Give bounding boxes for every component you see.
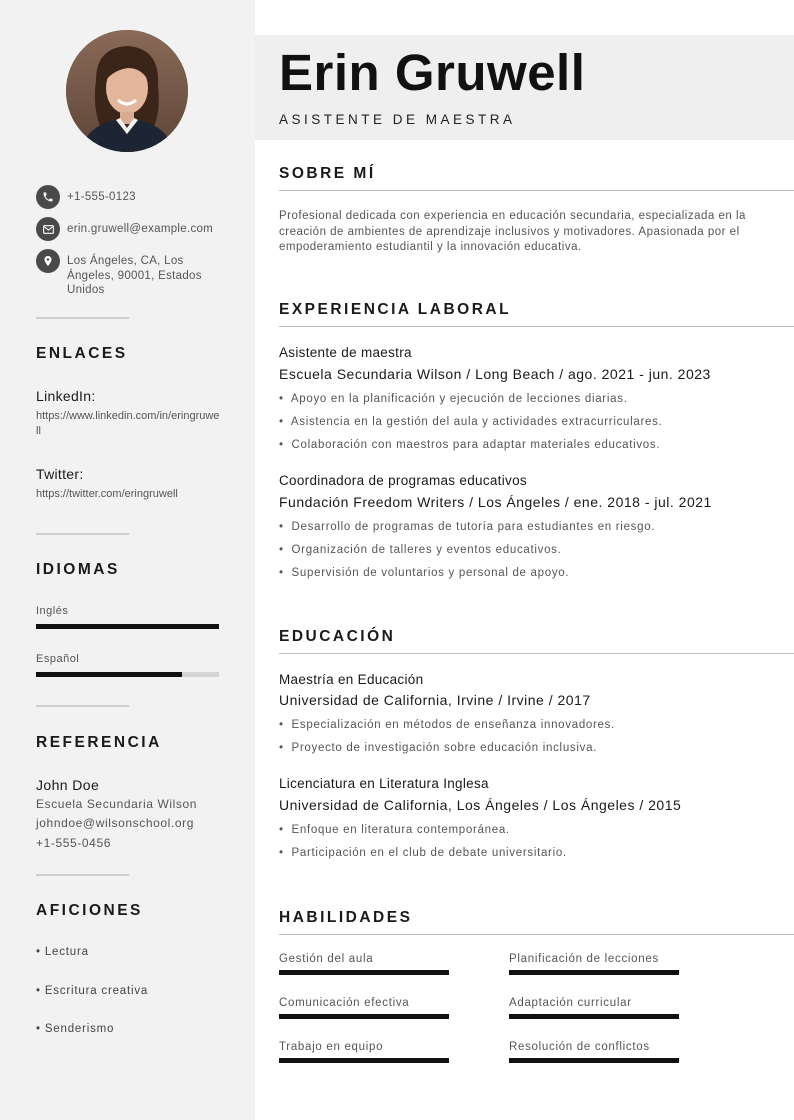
education-entry-subtitle: Universidad de California, Los Ángeles / Los Ángeles / 2015 — [279, 797, 682, 813]
hobby-text: Senderismo — [44, 1023, 115, 1035]
hobbies-heading: AFICIONES — [36, 902, 143, 919]
language-level-bar — [36, 624, 219, 629]
reference-phone: +1-555-0456 — [36, 836, 111, 850]
languages-heading: IDIOMAS — [36, 561, 120, 578]
bullet-item: • Colaboración con maestros para adaptar materiales educativos. — [279, 439, 661, 451]
language-level-bar — [36, 672, 219, 677]
email-text: erin.gruwell@example.com — [67, 223, 214, 235]
education-heading: EDUCACIÓN — [279, 628, 396, 645]
section-rule — [279, 326, 794, 327]
bullet-item: • Organización de talleres y eventos educativos. — [279, 544, 562, 556]
bullet-item: • Proyecto de investigación sobre educación inclusiva. — [279, 742, 598, 754]
contact-address — [36, 249, 226, 298]
hobby-text: Lectura — [44, 946, 89, 958]
skill-name: Gestión del aula — [279, 953, 374, 965]
hobby-text: Escritura creativa — [44, 985, 149, 997]
twitter-label: Twitter: — [36, 466, 84, 482]
sidebar-divider — [36, 874, 129, 876]
reference-heading: REFERENCIA — [36, 734, 162, 751]
linkedin-link[interactable]: https://www.linkedin.com/in/eringruwell — [36, 410, 220, 437]
skill-level-bar — [279, 1014, 449, 1019]
job-entry-title: Coordinadora de programas educativos — [279, 473, 527, 488]
education-entry-title: Licenciatura en Literatura Inglesa — [279, 776, 489, 791]
hobby-item: • Escritura creativa — [36, 985, 149, 997]
skill-level-bar — [509, 970, 679, 975]
language-level-fill — [36, 672, 182, 677]
bullet-text: Colaboración con maestros para adaptar materiales educativos. — [291, 439, 661, 451]
skill-level-bar — [509, 1058, 679, 1063]
links-heading: ENLACES — [36, 345, 128, 362]
profile-photo — [66, 30, 188, 152]
hobby-item: • Senderismo — [36, 1023, 115, 1035]
reference-email: johndoe@wilsonschool.org — [36, 816, 195, 830]
bullet-item: • Enfoque en literatura contemporánea. — [279, 824, 510, 836]
reference-name: John Doe — [36, 777, 100, 793]
sidebar — [0, 0, 255, 1120]
contact-email — [36, 217, 226, 241]
bullet-text: Apoyo en la planificación y ejecución de lecciones diarias. — [290, 393, 628, 405]
hobby-item: • Lectura — [36, 946, 89, 958]
about-heading: SOBRE MÍ — [279, 165, 376, 182]
bullet-text: Participación en el club de debate universitario. — [291, 847, 567, 859]
job-title: ASISTENTE DE MAESTRA — [279, 112, 516, 127]
bullet-text: Desarrollo de programas de tutoría para estudiantes en riesgo. — [291, 521, 656, 533]
language-level-fill — [36, 624, 219, 629]
contact-list — [36, 185, 226, 306]
sidebar-divider — [36, 317, 129, 319]
skill-name: Resolución de conflictos — [509, 1041, 650, 1053]
bullet-text: Supervisión de voluntarios y personal de apoyo. — [291, 567, 570, 579]
section-rule — [279, 190, 794, 191]
skill-name: Planificación de lecciones — [509, 953, 659, 965]
skill-level-bar — [279, 1058, 449, 1063]
bullet-text: Enfoque en literatura contemporánea. — [291, 824, 510, 836]
skill-level-bar — [279, 970, 449, 975]
skill-name: Comunicación efectiva — [279, 997, 410, 1009]
job-entry-subtitle: Fundación Freedom Writers / Los Ángeles / ene. 2018 - jul. 2021 — [279, 494, 712, 510]
sidebar-divider — [36, 705, 129, 707]
reference-org: Escuela Secundaria Wilson — [36, 797, 198, 811]
bullet-item: • Participación en el club de debate universitario. — [279, 847, 567, 859]
location-pin-icon — [36, 249, 60, 273]
skills-heading: HABILIDADES — [279, 909, 413, 926]
bullet-item: • Apoyo en la planificación y ejecución de lecciones diarias. — [279, 393, 628, 405]
main-content — [255, 0, 794, 1120]
language-name: Inglés — [36, 605, 69, 617]
phone-icon — [36, 185, 60, 209]
language-name: Español — [36, 653, 80, 665]
section-rule — [279, 934, 794, 935]
twitter-link[interactable]: https://twitter.com/eringruwell — [36, 488, 178, 500]
education-entry-subtitle: Universidad de California, Irvine / Irvine / 2017 — [279, 692, 591, 708]
sidebar-divider — [36, 533, 129, 535]
bullet-item: • Desarrollo de programas de tutoría para estudiantes en riesgo. — [279, 521, 656, 533]
address-text: Los Ángeles, CA, Los Ángeles, 90001, Estados Unidos — [67, 255, 202, 296]
bullet-text: Asistencia en la gestión del aula y actividades extracurriculares. — [290, 416, 663, 428]
job-entry-title: Asistente de maestra — [279, 345, 412, 360]
bullet-text: Proyecto de investigación sobre educación inclusiva. — [291, 742, 598, 754]
linkedin-label: LinkedIn: — [36, 388, 96, 404]
email-icon — [36, 217, 60, 241]
skill-name: Trabajo en equipo — [279, 1041, 384, 1053]
experience-heading: EXPERIENCIA LABORAL — [279, 301, 512, 318]
bullet-item: • Supervisión de voluntarios y personal de apoyo. — [279, 567, 570, 579]
skill-name: Adaptación curricular — [509, 997, 632, 1009]
education-entry-title: Maestría en Educación — [279, 672, 424, 687]
bullet-text: Organización de talleres y eventos educativos. — [291, 544, 562, 556]
skill-level-bar — [509, 1014, 679, 1019]
bullet-item: • Asistencia en la gestión del aula y actividades extracurriculares. — [279, 416, 663, 428]
bullet-item: • Especialización en métodos de enseñanza innovadores. — [279, 719, 615, 731]
about-text: Profesional dedicada con experiencia en educación secundaria, especializada en la creación de ambientes de aprendizaje inclusivos y motivadores. Apasionada por el empoderamiento estudiantil y la innovación educativa. — [279, 210, 746, 253]
bullet-text: Especialización en métodos de enseñanza innovadores. — [291, 719, 615, 731]
contact-phone — [36, 185, 226, 209]
person-name: Erin Gruwell — [279, 44, 586, 101]
phone-text: +1-555-0123 — [67, 191, 136, 203]
job-entry-subtitle: Escuela Secundaria Wilson / Long Beach / ago. 2021 - jun. 2023 — [279, 366, 711, 382]
section-rule — [279, 653, 794, 654]
